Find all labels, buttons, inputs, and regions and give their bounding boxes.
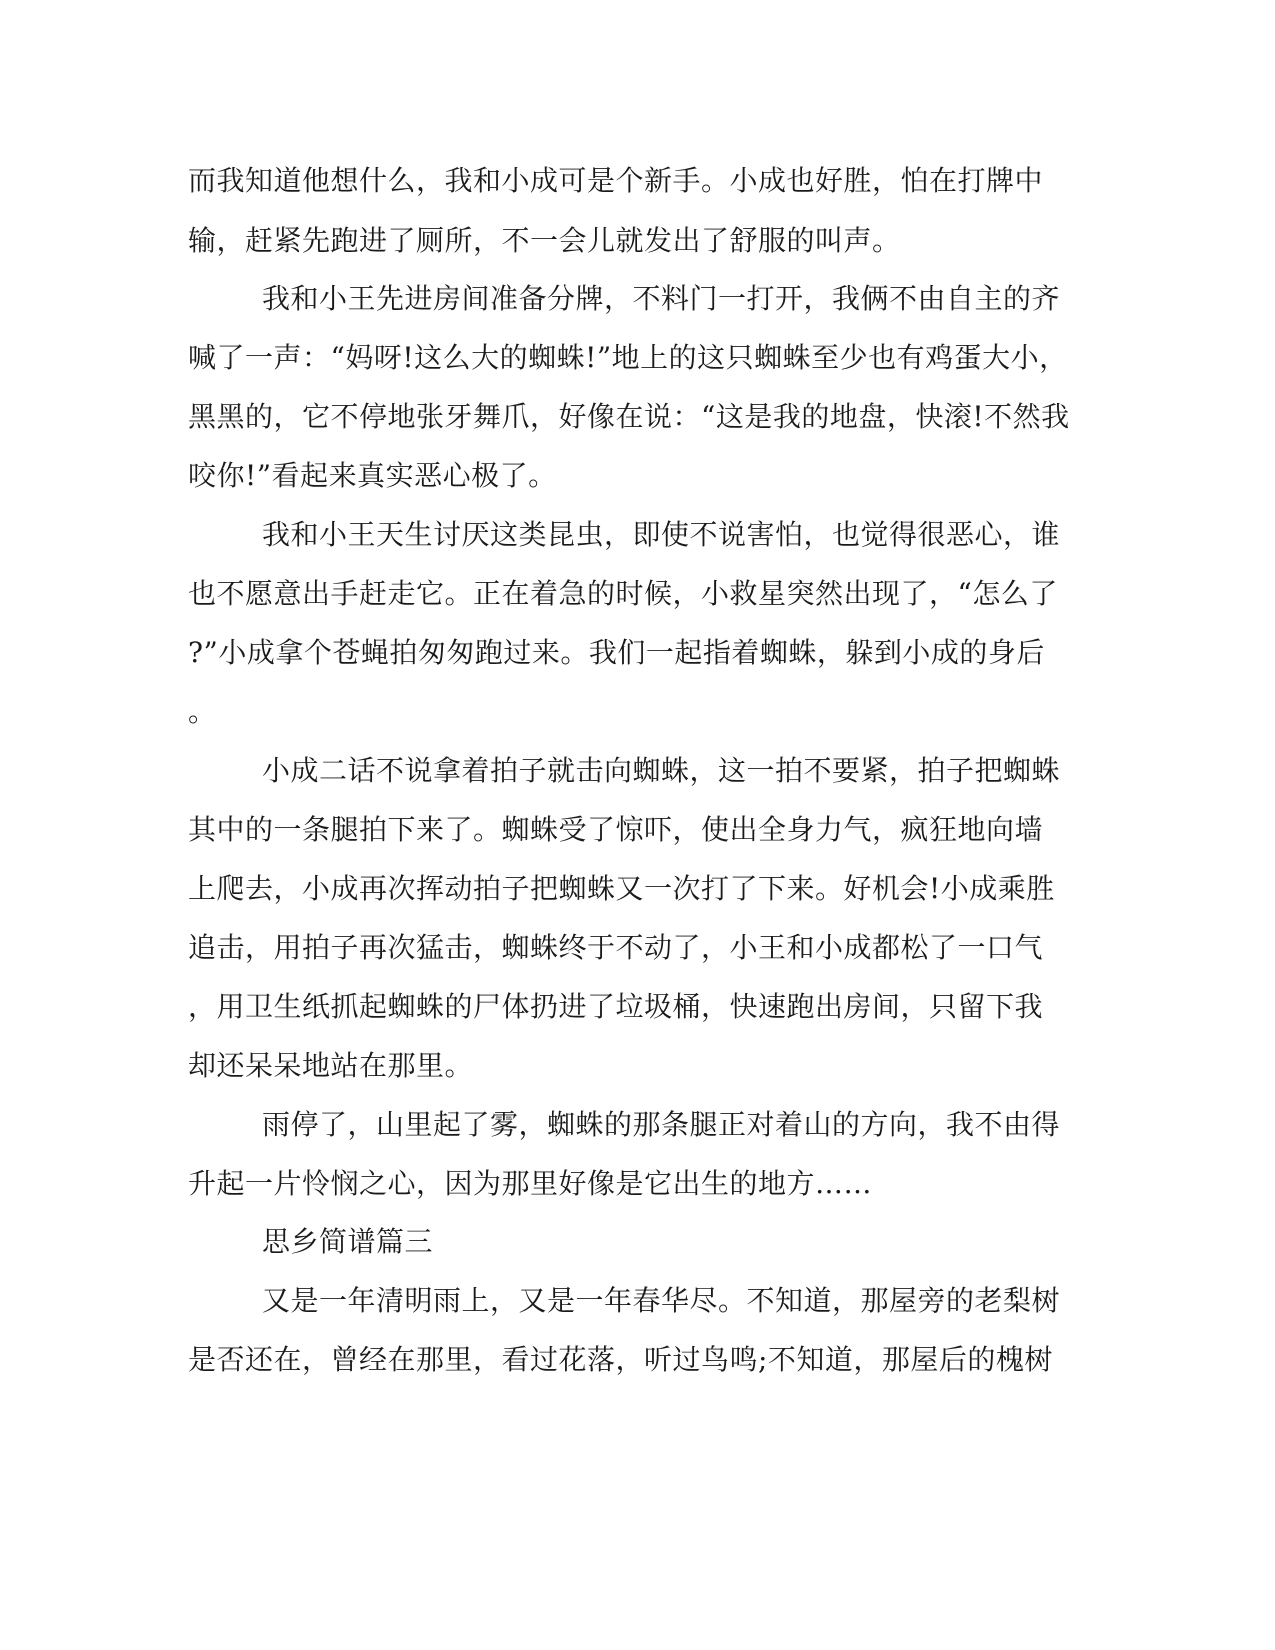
text-line: 。: [188, 695, 217, 728]
text-line: 黑黑的，它不停地张牙舞爪，好像在说：“这是我的地盘，快滚!不然我: [188, 400, 1070, 433]
text-line: 却还呆呆地站在那里。: [188, 1049, 474, 1082]
paragraph-start-line: 雨停了，山里起了雾，蜘蛛的那条腿正对着山的方向，我不由得: [262, 1108, 1061, 1141]
text-line: 咬你!”看起来真实恶心极了。: [188, 459, 557, 492]
section-heading: 思乡简谱篇三: [262, 1225, 434, 1258]
text-line: 升起一片怜悯之心，因为那里好像是它出生的地方……: [188, 1167, 873, 1200]
paragraph-start-line: 我和小王先进房间准备分牌，不料门一打开，我俩不由自主的齐: [262, 282, 1061, 315]
text-line: ?”小成拿个苍蝇拍匆匆跑过来。我们一起指着蜘蛛，躲到小成的身后: [188, 636, 1045, 669]
paragraph-start-line: 小成二话不说拿着拍子就击向蜘蛛，这一拍不要紧，拍子把蜘蛛: [262, 754, 1061, 787]
text-line: ，用卫生纸抓起蜘蛛的尸体扔进了垃圾桶，快速跑出房间，只留下我: [188, 990, 1044, 1023]
text-line: 而我知道他想什么，我和小成可是个新手。小成也好胜，怕在打牌中: [188, 164, 1044, 197]
text-line: 是否还在，曾经在那里，看过花落，听过鸟鸣;不知道，那屋后的槐树: [188, 1343, 1053, 1376]
text-line: 喊了一声：“妈呀!这么大的蜘蛛!”地上的这只蜘蛛至少也有鸡蛋大小，: [188, 341, 1068, 374]
paragraph-start-line: 又是一年清明雨上，又是一年春华尽。不知道，那屋旁的老梨树: [262, 1284, 1061, 1317]
text-line: 输，赶紧先跑进了厕所，不一会儿就发出了舒服的叫声。: [188, 224, 901, 257]
text-line: 也不愿意出手赶走它。正在着急的时候，小救星突然出现了，“怎么了: [188, 577, 1058, 610]
paragraph-start-line: 我和小王天生讨厌这类昆虫，即使不说害怕，也觉得很恶心，谁: [262, 518, 1061, 551]
text-line: 上爬去，小成再次挥动拍子把蜘蛛又一次打了下来。好机会!小成乘胜: [188, 872, 1055, 905]
text-line: 其中的一条腿拍下来了。蜘蛛受了惊吓，使出全身力气，疯狂地向墙: [188, 813, 1044, 846]
text-line: 追击，用拍子再次猛击，蜘蛛终于不动了，小王和小成都松了一口气: [188, 931, 1044, 964]
